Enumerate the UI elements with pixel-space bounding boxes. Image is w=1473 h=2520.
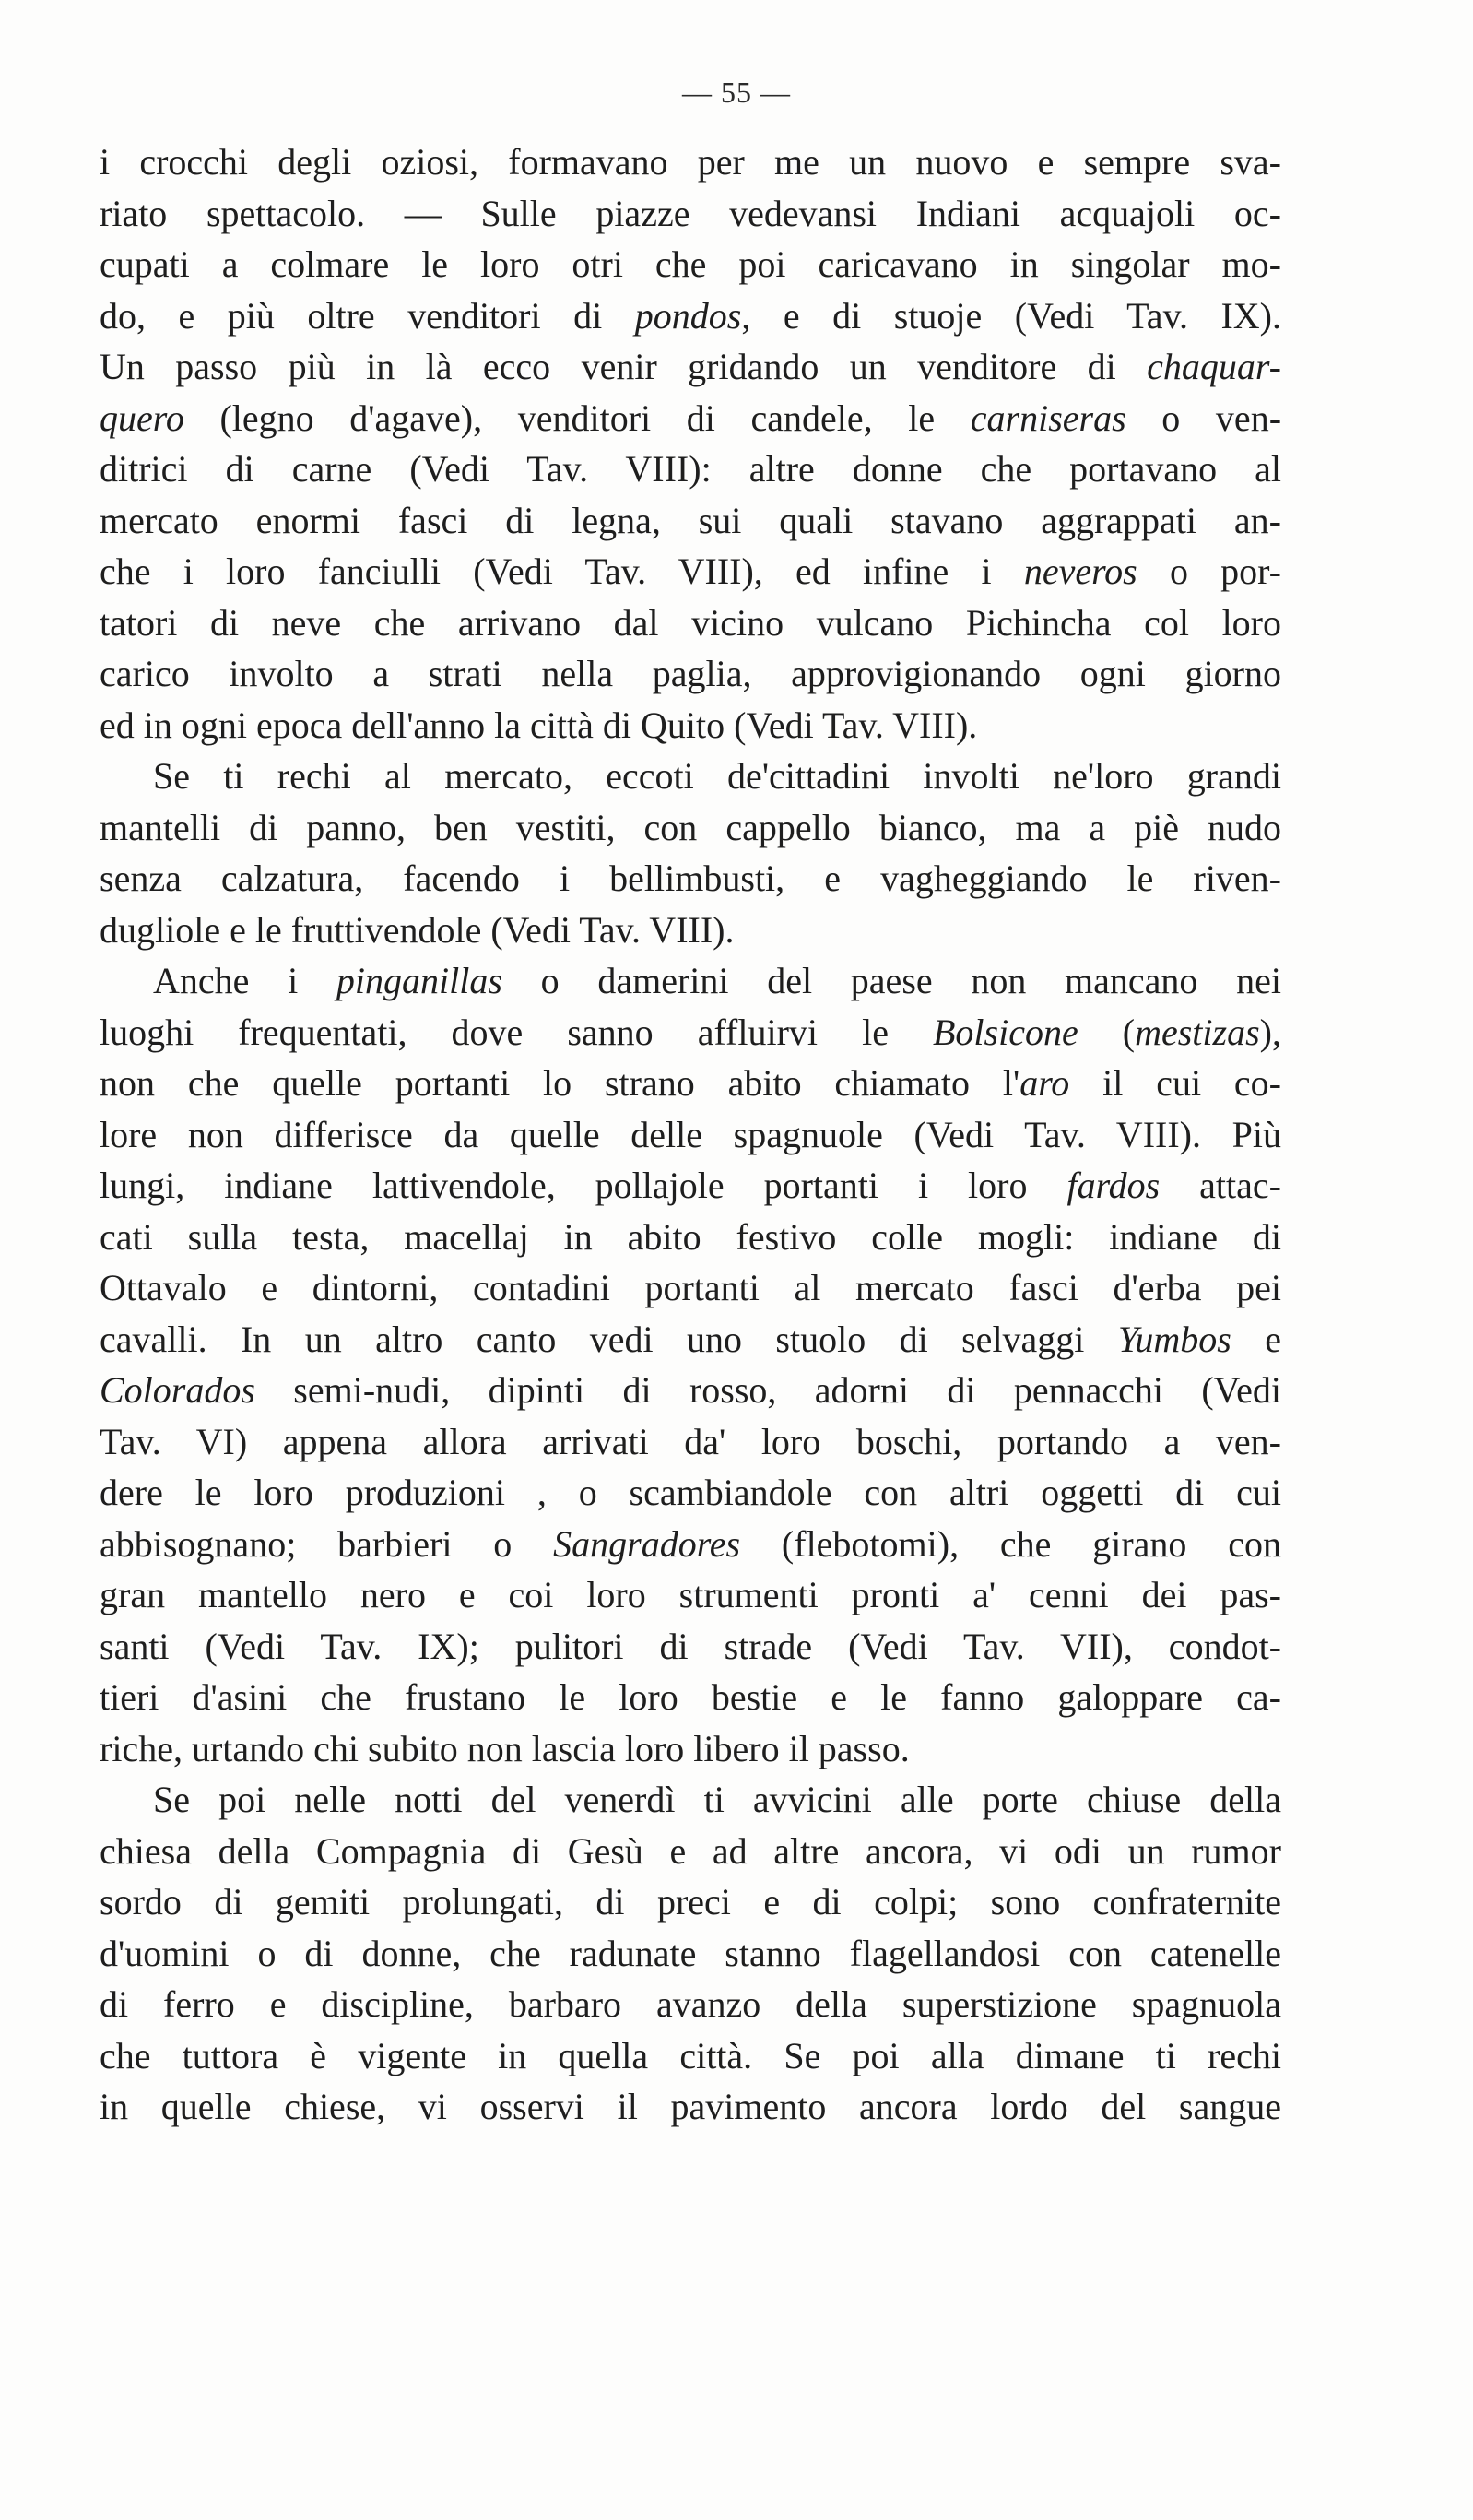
- text-segment: ditrici di carne (Vedi Tav. VIII): altre donne che portavano al: [100, 448, 1281, 490]
- text-line: [100, 188, 1281, 240]
- text-segment: Un passo più in là ecco venir gridando un venditore di: [100, 346, 1148, 387]
- italic-term: carniseras: [970, 396, 1126, 439]
- text-line: [100, 1058, 1281, 1109]
- text-segment: riato spettacolo. — Sulle piazze vedevansi Indiani acquajoli oc-: [100, 192, 1281, 234]
- text-line: [100, 648, 1281, 700]
- text-segment: (: [1078, 1011, 1136, 1053]
- text-segment: e: [1231, 1318, 1281, 1360]
- text-segment: senza calzatura, facendo i bellimbusti, e vagheggiando le riven-: [100, 858, 1281, 899]
- text-segment: abbisognano; barbieri o: [100, 1522, 554, 1565]
- text-segment: Ottavalo e dintorni, contadini portanti al mercato fasci d'erba pei: [100, 1267, 1281, 1308]
- text-line: [100, 1007, 1281, 1059]
- text-line: [100, 1979, 1281, 2030]
- text-line: [100, 2030, 1281, 2082]
- italic-term: quero: [100, 396, 184, 439]
- text-line: [100, 1212, 1281, 1263]
- text-line: [100, 1467, 1281, 1519]
- text-line: [100, 393, 1281, 444]
- text-segment: attac-: [1160, 1165, 1281, 1206]
- text-line: [100, 853, 1281, 905]
- text-line: [100, 2081, 1281, 2133]
- italic-term: Bolsicone: [932, 1011, 1078, 1053]
- text-segment: tatori di neve che arrivano dal vicino vulcano Pichincha col loro: [100, 601, 1281, 644]
- text-segment: do, e più oltre venditori di: [100, 294, 635, 337]
- text-segment: in quelle chiese, vi osservi il pavimento ancora lordo del sangue: [100, 2086, 1281, 2127]
- italic-term: neveros: [1023, 550, 1137, 592]
- text-segment: mercato enormi fasci di legna, sui quali stavano aggrappati an-: [100, 499, 1281, 541]
- page-number-header: — 55 —: [682, 76, 791, 109]
- text-line: [100, 1416, 1281, 1468]
- text-line: [100, 1826, 1281, 1877]
- italic-term: fardos: [1066, 1165, 1161, 1206]
- text-line: [100, 1160, 1281, 1212]
- text-segment: lore non differisce da quelle delle spagnuole (Vedi Tav. VIII). Più: [100, 1113, 1281, 1155]
- text-segment: dugliole e le fruttivendole (Vedi Tav. VIII).: [100, 908, 735, 951]
- text-segment: riche, urtando chi subito non lascia loro libero il passo.: [100, 1727, 910, 1769]
- text-segment: d'uomini o di donne, che radunate stanno flagellandosi con catenelle: [100, 1932, 1281, 1974]
- text-segment: i crocchi degli oziosi, formavano per me un nuovo e sempre sva-: [100, 141, 1281, 183]
- text-segment: cati sulla testa, macellaj in abito festivo colle mogli: indiane di: [100, 1215, 1281, 1258]
- text-line: [100, 1774, 1281, 1826]
- body-text: [100, 136, 1281, 2133]
- text-segment: o ven-: [1125, 396, 1281, 439]
- text-line: [100, 1365, 1281, 1416]
- text-segment: dere le loro produzioni , o scambiandole con altri oggetti di cui: [100, 1472, 1281, 1513]
- text-segment: (legno d'agave), venditori di candele, le: [183, 396, 971, 439]
- text-line: [100, 1928, 1281, 1980]
- text-segment: semi-nudi, dipinti di rosso, adorni di pennacchi (Vedi: [254, 1369, 1281, 1411]
- text-segment: cavalli. In un altro canto vedi uno stuolo di selvaggi: [100, 1318, 1118, 1360]
- text-line: [100, 239, 1281, 290]
- text-segment: Se ti rechi al mercato, eccoti de'cittadini involti ne'loro grandi: [153, 755, 1281, 797]
- text-line: [100, 1262, 1281, 1314]
- text-line: [100, 444, 1281, 495]
- text-line: [100, 802, 1281, 854]
- italic-term: pondos: [634, 294, 742, 337]
- text-segment: Anche i: [153, 960, 336, 1001]
- text-line: [100, 751, 1281, 802]
- italic-term: Yumbos: [1117, 1318, 1231, 1360]
- text-segment: , e di stuoje (Vedi Tav. IX).: [741, 294, 1281, 337]
- text-segment: carico involto a strati nella paglia, approvigionando ogni giorno: [100, 653, 1281, 694]
- text-line: [100, 1109, 1281, 1161]
- text-line: [100, 495, 1281, 547]
- text-line: [100, 1519, 1281, 1570]
- italic-term: chaquar-: [1147, 346, 1281, 387]
- text-line: [100, 1314, 1281, 1366]
- italic-term: mestizas: [1135, 1011, 1260, 1053]
- text-line: [100, 1723, 1281, 1775]
- text-segment: tieri d'asini che frustano le loro bestie e le fanno galoppare ca-: [100, 1676, 1281, 1718]
- text-segment: cupati a colmare le loro otri che poi caricavano in singolar mo-: [100, 243, 1281, 285]
- italic-term: Colorados: [100, 1369, 255, 1411]
- text-segment: che tuttora è vigente in quella città. Se poi alla dimane ti rechi: [100, 2034, 1281, 2076]
- text-line: [100, 1672, 1281, 1723]
- text-segment: ed in ogni epoca dell'anno la città di Quito (Vedi Tav. VIII).: [100, 704, 978, 746]
- text-line: [100, 700, 1281, 751]
- text-line: [100, 546, 1281, 597]
- text-line: [100, 1876, 1281, 1928]
- text-segment: chiesa della Compagnia di Gesù e ad altre ancora, vi odi un rumor: [100, 1829, 1281, 1872]
- text-line: [100, 905, 1281, 956]
- text-segment: o damerini del paese non mancano nei: [501, 960, 1281, 1001]
- italic-term: pinganillas: [336, 960, 502, 1001]
- italic-term: Sangradores: [553, 1522, 741, 1565]
- text-segment: o por-: [1137, 550, 1281, 592]
- text-line: [100, 1569, 1281, 1621]
- text-segment: santi (Vedi Tav. IX); pulitori di strade (Vedi Tav. VII), condot-: [100, 1625, 1281, 1667]
- text-segment: mantelli di panno, ben vestiti, con cappello bianco, ma a piè nudo: [100, 806, 1281, 848]
- text-segment: lungi, indiane lattivendole, pollajole portanti i loro: [100, 1165, 1067, 1206]
- text-segment: di ferro e discipline, barbaro avanzo della superstizione spagnuola: [100, 1983, 1281, 2025]
- text-segment: Se poi nelle notti del venerdì ti avvicini alle porte chiuse della: [153, 1779, 1281, 1820]
- text-segment: che i loro fanciulli (Vedi Tav. VIII), ed infine i: [100, 550, 1024, 592]
- text-line: [100, 955, 1281, 1007]
- text-line: [100, 597, 1281, 649]
- text-segment: gran mantello nero e coi loro strumenti pronti a' cenni dei pas-: [100, 1574, 1281, 1615]
- text-segment: non che quelle portanti lo strano abito chiamato l': [100, 1062, 1020, 1104]
- text-segment: sordo di gemiti prolungati, di preci e di colpi; sono confraternite: [100, 1881, 1281, 1923]
- text-segment: il cui co-: [1069, 1062, 1281, 1104]
- text-segment: ),: [1259, 1011, 1281, 1053]
- text-line: [100, 290, 1281, 342]
- text-line: [100, 136, 1281, 188]
- text-segment: Tav. VI) appena allora arrivati da' loro boschi, portando a ven-: [100, 1420, 1281, 1462]
- text-segment: (flebotomi), che girano con: [740, 1522, 1281, 1565]
- text-line: [100, 341, 1281, 393]
- text-segment: luoghi frequentati, dove sanno affluirvi le: [100, 1011, 933, 1053]
- italic-term: aro: [1019, 1062, 1070, 1104]
- text-line: [100, 1621, 1281, 1673]
